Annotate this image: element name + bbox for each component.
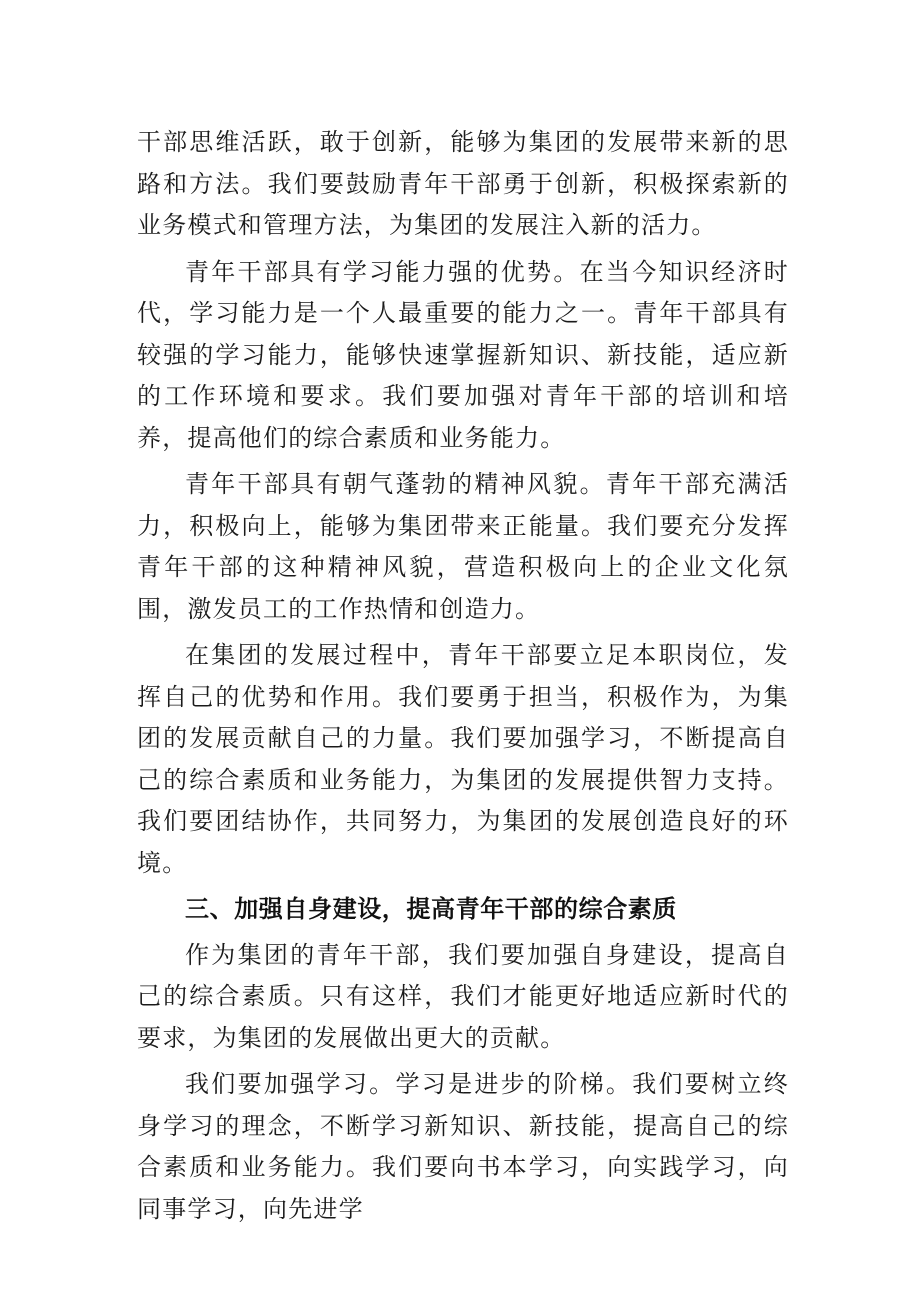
paragraph-development-role: 在集团的发展过程中，青年干部要立足本职岗位，发挥自己的优势和作用。我们要勇于担当，积极作为，为集团的发展贡献自己的力量。我们要加强学习，不断提高自己的综合素质和业务能力，为集团的发展提供智力支持。我们要团结协作，共同努力，为集团的发展创造良好的环境。 [137,641,789,877]
paragraph-innovation: 干部思维活跃，敢于创新，能够为集团的发展带来新的思路和方法。我们要鼓励青年干部勇于创新，积极探索新的业务模式和管理方法，为集团的发展注入新的活力。 [137,128,789,239]
paragraph-learning-ability: 青年干部具有学习能力强的优势。在当今知识经济时代，学习能力是一个人最重要的能力之一。青年干部具有较强的学习能力，能够快速掌握新知识、新技能，适应新的工作环境和要求。我们要加强对青年干部的培训和培养，提高他们的综合素质和业务能力。 [137,257,789,452]
paragraph-spirit: 青年干部具有朝气蓬勃的精神风貌。青年干部充满活力，积极向上，能够为集团带来正能量。我们要充分发挥青年干部的这种精神风貌，营造积极向上的企业文化氛围，激发员工的工作热情和创造力。 [137,470,789,623]
section-heading: 三、加强自身建设，提高青年干部的综合素质 [185,895,677,923]
paragraph-self-building: 作为集团的青年干部，我们要加强自身建设，提高自己的综合素质。只有这样，我们才能更好地适应新时代的要求，为集团的发展做出更大的贡献。 [137,940,789,1052]
document-body [137,122,789,1235]
paragraph-strengthen-learning: 我们要加强学习。学习是进步的阶梯。我们要树立终身学习的理念，不断学习新知识、新技能，提高自己的综合素质和业务能力。我们要向书本学习，向实践学习，向同事学习，向先进学 [137,1070,789,1223]
